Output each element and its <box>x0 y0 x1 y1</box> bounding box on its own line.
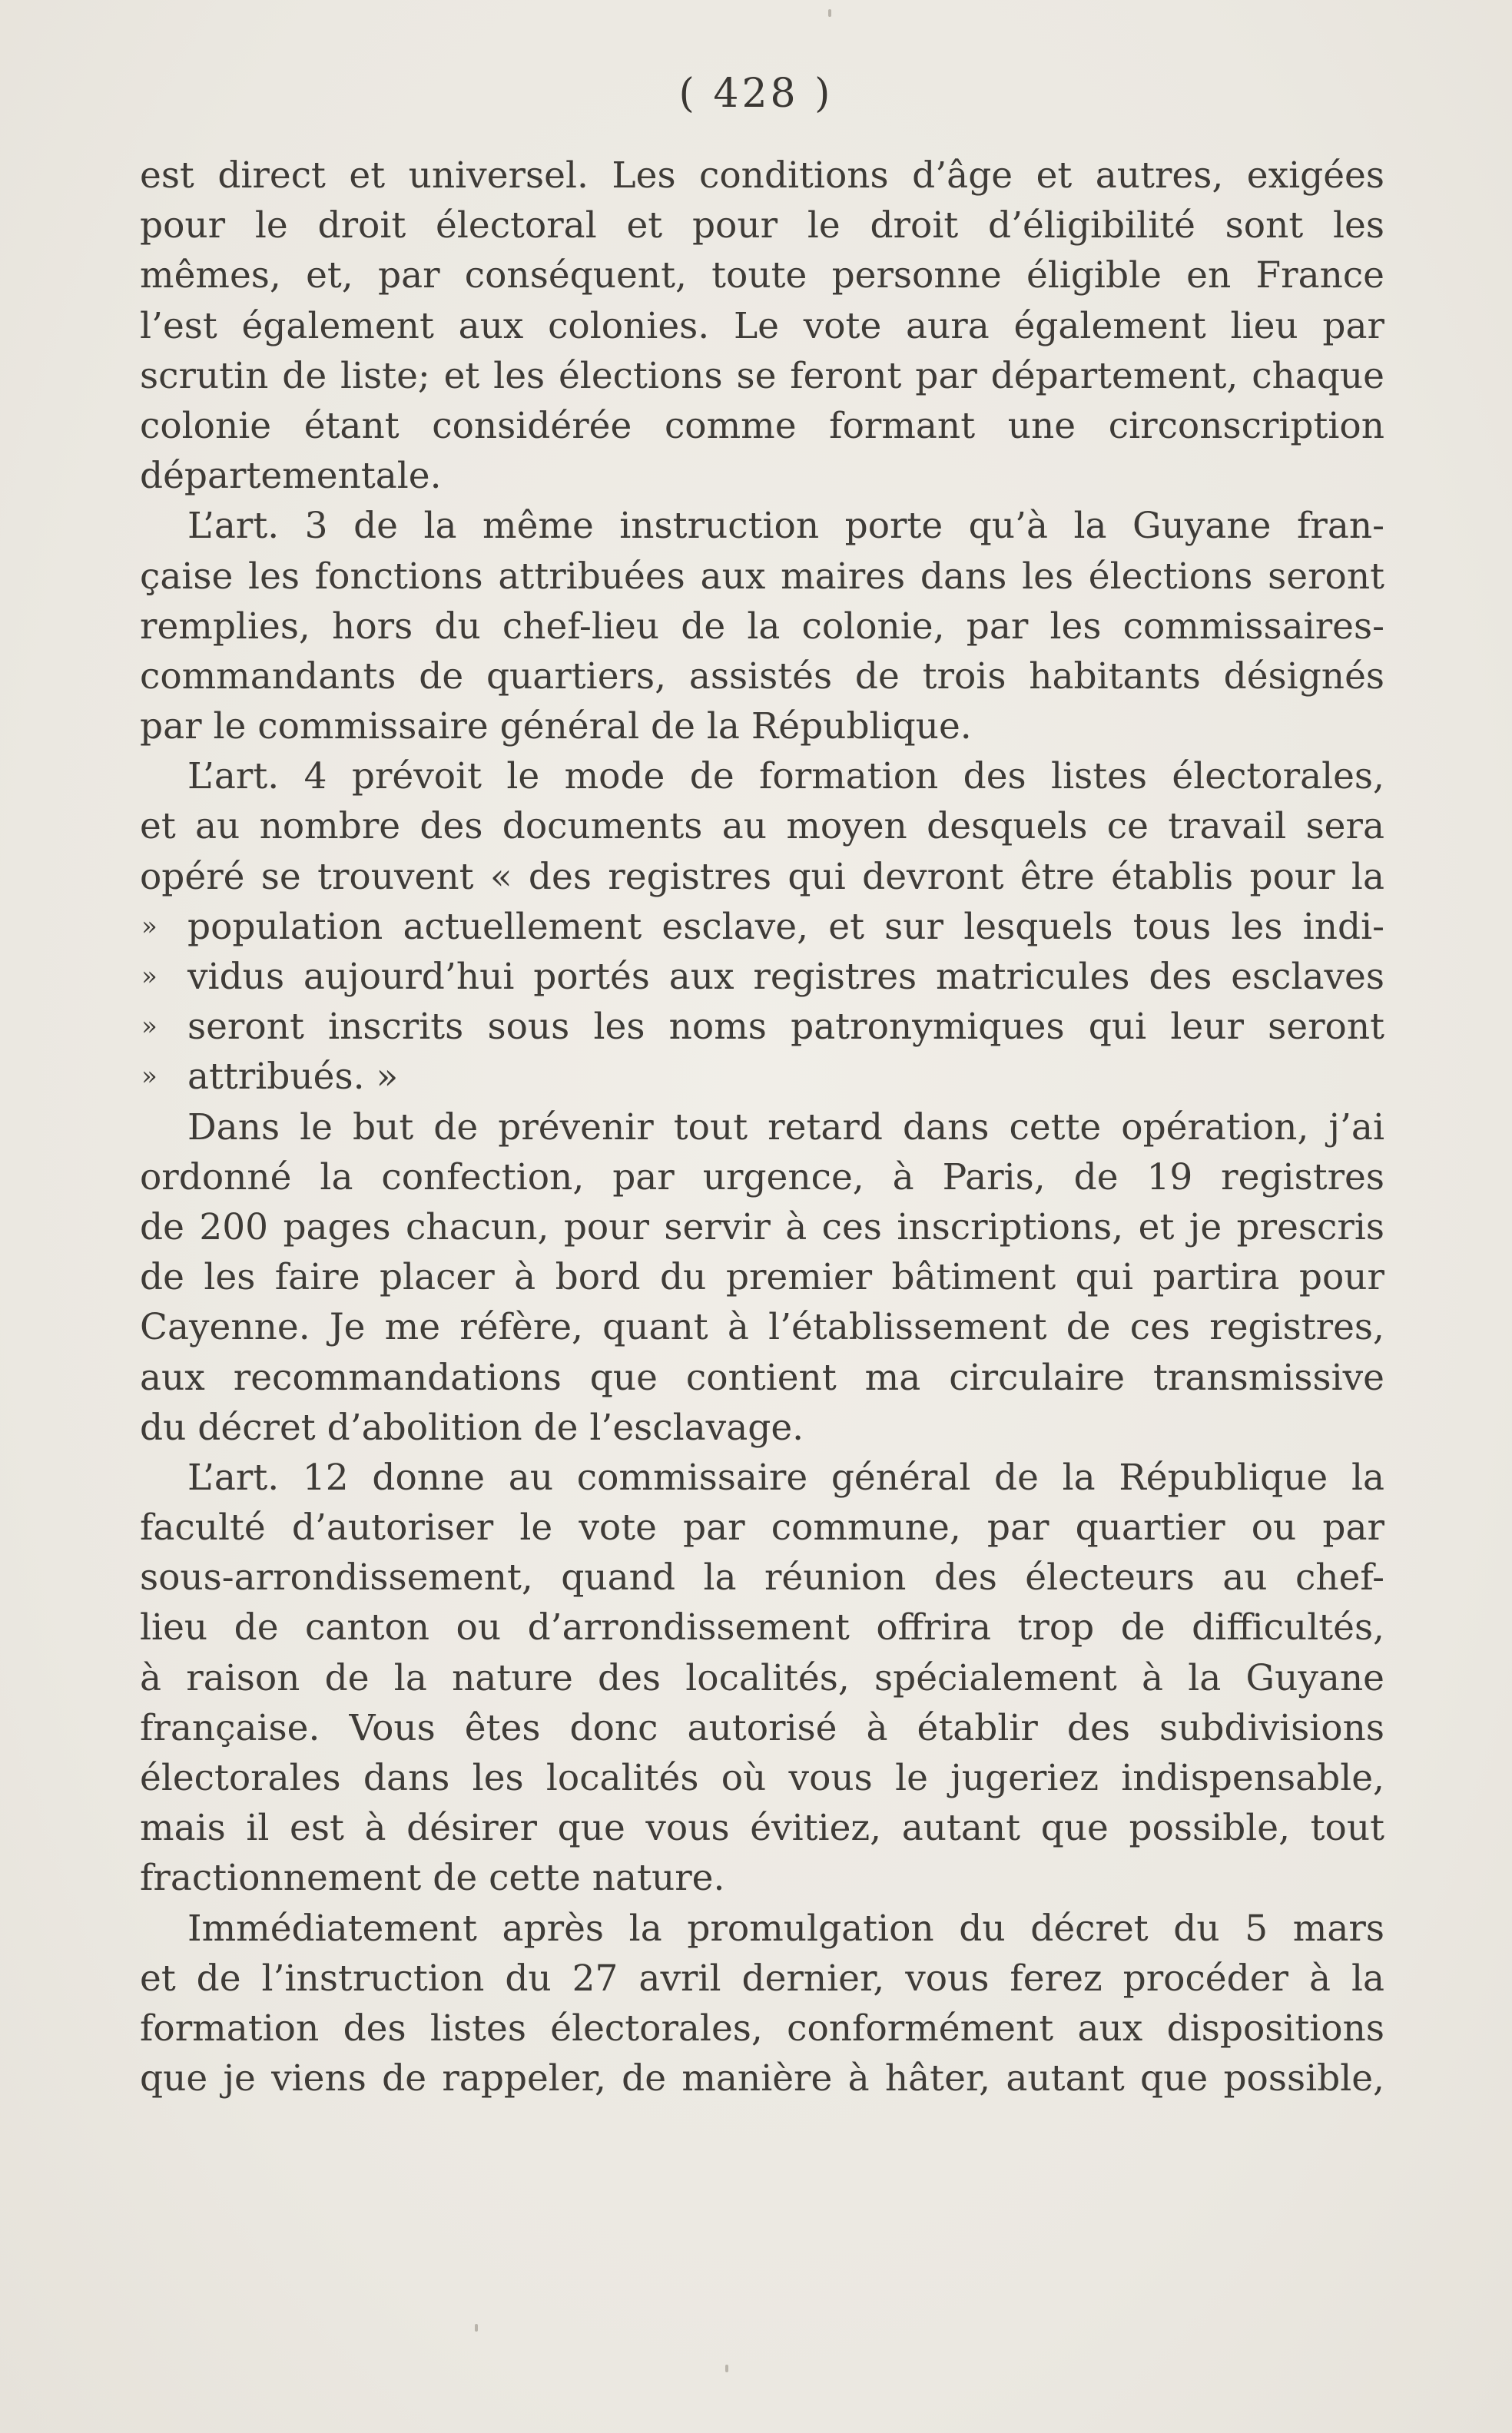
page-number: ( 428 ) <box>678 71 834 117</box>
text-line <box>140 1453 1384 1503</box>
text-line <box>140 151 1384 201</box>
text-line <box>140 301 1384 351</box>
text-line <box>140 1703 1384 1753</box>
body-text <box>140 151 1384 2103</box>
text-line <box>140 2053 1384 2103</box>
text-line <box>140 351 1384 401</box>
text-line-content: Immédiatement après la promulgation du décret du 5 mars <box>187 1907 1384 1950</box>
paper-speck <box>725 2365 728 2372</box>
text-line <box>140 1052 1384 1102</box>
text-line-content: Dans le but de prévenir tout retard dans cette opération, j’ai <box>187 1105 1384 1149</box>
text-line-content: pour le droit électoral et pour le droit d’éligibilité sont les <box>140 204 1384 247</box>
quote-mark: » <box>141 1011 158 1042</box>
text-line-content: vidus aujourd’hui portés aux registres matricules des esclaves <box>187 956 1384 998</box>
text-line <box>140 1353 1384 1403</box>
text-line-content: population actuellement esclave, et sur lesquels tous les indi- <box>187 905 1384 948</box>
text-line <box>140 801 1384 851</box>
text-line <box>140 952 1384 1002</box>
text-line <box>140 602 1384 651</box>
text-line-content: commandants de quartiers, assistés de trois habitants désignés <box>140 655 1384 698</box>
text-line <box>140 501 1384 551</box>
text-line-content: L’art. 3 de la même instruction porte qu’à la Guyane fran- <box>187 505 1384 548</box>
text-line-content: à raison de la nature des localités, spécialement à la Guyane <box>140 1656 1384 1699</box>
text-line-content: et au nombre des documents au moyen desquels ce travail sera <box>140 805 1384 848</box>
text-line-content: du décret d’abolition de l’esclavage. <box>140 1406 804 1449</box>
text-line <box>140 1252 1384 1302</box>
text-line <box>140 651 1384 701</box>
text-line-content: L’art. 4 prévoit le mode de formation des listes électorales, <box>187 755 1384 798</box>
text-line <box>140 401 1384 451</box>
paper-speck <box>475 2324 478 2332</box>
text-line <box>140 1954 1384 2004</box>
text-line <box>140 1302 1384 1352</box>
text-line <box>140 2004 1384 2053</box>
text-line-content: Cayenne. Je me réfère, quant à l’établissement de ces registres, <box>140 1306 1384 1349</box>
paper-speck <box>828 9 831 17</box>
text-line-content: de les faire placer à bord du premier bâtiment qui partira pour <box>140 1256 1384 1299</box>
text-line-content: que je viens de rappeler, de manière à hâter, autant que possible, <box>140 2057 1384 2100</box>
text-line <box>140 852 1384 902</box>
text-line <box>140 1753 1384 1803</box>
text-line-content: scrutin de liste; et les élections se feront par département, chaque <box>140 354 1384 397</box>
text-line-content: mais il est à désirer que vous évitiez, autant que possible, tout <box>140 1807 1384 1850</box>
text-line <box>140 1553 1384 1603</box>
text-line-content: par le commissaire général de la République. <box>140 705 972 748</box>
text-line-content: seront inscrits sous les noms patronymiques qui leur seront <box>187 1006 1384 1049</box>
text-line-content: çaise les fonctions attribuées aux maires dans les élections seront <box>140 555 1384 598</box>
text-line-content: opéré se trouvent « des registres qui devront être établis pour la <box>140 855 1384 898</box>
text-line <box>140 1603 1384 1652</box>
quote-mark: » <box>141 1061 158 1092</box>
text-line <box>140 1002 1384 1052</box>
text-line-content: départementale. <box>140 455 442 498</box>
text-line-content: et de l’instruction du 27 avril dernier, vous ferez procéder à la <box>140 1957 1384 2000</box>
text-line <box>140 1403 1384 1453</box>
text-line-content: fractionnement de cette nature. <box>140 1857 725 1900</box>
text-line <box>140 701 1384 751</box>
text-line-content: électorales dans les localités où vous le jugeriez indispensable, <box>140 1757 1384 1799</box>
text-line <box>140 1503 1384 1553</box>
text-line-content: de 200 pages chacun, pour servir à ces inscriptions, et je prescris <box>140 1205 1384 1248</box>
text-line-content: aux recommandations que contient ma circulaire transmissive <box>140 1356 1384 1399</box>
text-line <box>140 201 1384 250</box>
text-line-content: attribués. » <box>187 1056 399 1099</box>
quote-mark: » <box>141 910 158 942</box>
text-line-content: est direct et universel. Les conditions d’âge et autres, exigées <box>140 154 1384 197</box>
text-line-content: colonie étant considérée comme formant une circonscription <box>140 404 1384 447</box>
text-line-content: lieu de canton ou d’arrondissement offrira trop de difficultés, <box>140 1606 1384 1649</box>
text-line <box>140 1803 1384 1853</box>
text-line-content: française. Vous êtes donc autorisé à établir des subdivisions <box>140 1706 1384 1749</box>
text-line-content: remplies, hors du chef-lieu de la colonie, par les commissaires- <box>140 605 1384 648</box>
text-line <box>140 751 1384 801</box>
text-line <box>140 1202 1384 1252</box>
text-line <box>140 1102 1384 1152</box>
text-line-content: formation des listes électorales, conformément aux dispositions <box>140 2007 1384 2050</box>
text-line-content: l’est également aux colonies. Le vote aura également lieu par <box>140 304 1384 347</box>
text-line <box>140 552 1384 602</box>
text-line-content: mêmes, et, par conséquent, toute personne éligible en France <box>140 254 1384 297</box>
text-line-content: ordonné la confection, par urgence, à Paris, de 19 registres <box>140 1155 1384 1198</box>
text-line <box>140 1904 1384 1954</box>
quote-mark: » <box>141 961 158 992</box>
text-line <box>140 451 1384 501</box>
text-line-content: L’art. 12 donne au commissaire général de la République la <box>187 1456 1384 1499</box>
text-line <box>140 1152 1384 1202</box>
text-line-content: sous-arrondissement, quand la réunion des électeurs au chef- <box>140 1556 1384 1599</box>
text-line <box>140 250 1384 300</box>
text-line <box>140 1653 1384 1703</box>
text-line <box>140 902 1384 952</box>
text-line <box>140 1853 1384 1903</box>
text-line-content: faculté d’autoriser le vote par commune, par quartier ou par <box>140 1507 1384 1550</box>
